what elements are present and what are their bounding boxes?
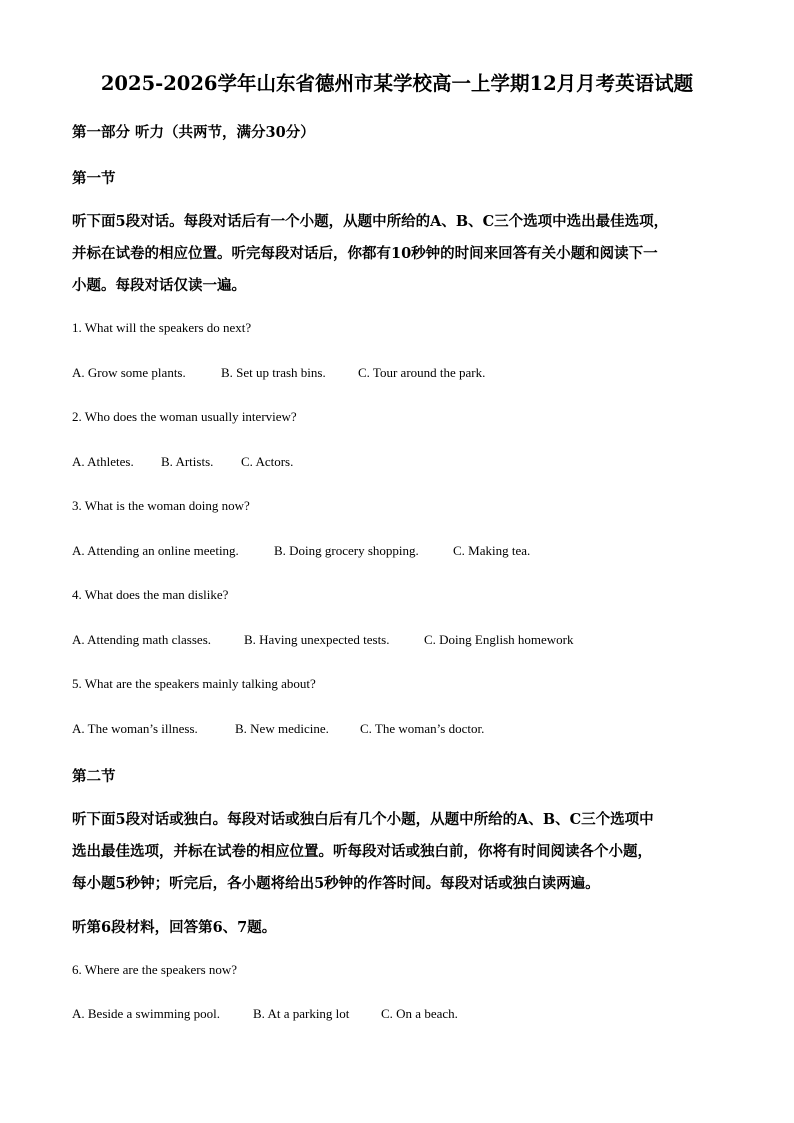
section1-instruction-line: 小题。每段对话仅读一遍。 xyxy=(72,277,246,294)
option-b: B. Doing grocery shopping. xyxy=(274,543,419,558)
option-c: C. The woman’s doctor. xyxy=(360,721,485,736)
section1-instruction-line: 并标在试卷的相应位置。听完每段对话后，你都有10秒钟的时间来回答有关小题和阅读下一 xyxy=(72,245,658,262)
question-text: 2. Who does the woman usually interview? xyxy=(72,409,297,424)
option-b: B. At a parking lot xyxy=(253,1006,350,1021)
section2-instruction-line: 选出最佳选项，并标在试卷的相应位置。听每段对话或独白前，你将有时间阅读各个小题， xyxy=(72,843,652,860)
section1-heading: 第一节 xyxy=(72,170,116,187)
option-c: C. Actors. xyxy=(241,454,294,469)
question-text: 6. Where are the speakers now? xyxy=(72,962,238,977)
section2-instruction-line: 听下面5段对话或独白。每段对话或独白后有几个小题，从题中所给的A、B、C三个选项中 xyxy=(72,811,654,828)
option-a: A. Beside a swimming pool. xyxy=(72,1006,221,1021)
option-c: C. Doing English homework xyxy=(424,632,574,647)
option-c: C. Tour around the park. xyxy=(358,365,486,380)
option-a: A. Grow some plants. xyxy=(72,365,186,380)
option-a: A. Attending an online meeting. xyxy=(72,543,239,558)
section1-instruction-line: 听下面5段对话。每段对话后有一个小题，从题中所给的A、B、C三个选项中选出最佳选项， xyxy=(72,213,669,230)
section2-instruction-line: 每小题5秒钟；听完后，各小题将给出5秒钟的作答时间。每段对话或独白读两遍。 xyxy=(72,875,600,892)
option-a: A. Attending math classes. xyxy=(72,632,212,647)
question-options xyxy=(72,454,293,470)
option-b: B. Set up trash bins. xyxy=(221,365,326,380)
part1-heading: 第一部分 听力（共两节，满分30分） xyxy=(72,124,315,141)
question-text: 1. What will the speakers do next? xyxy=(72,320,252,335)
question-text: 3. What is the woman doing now? xyxy=(72,498,250,513)
question-options xyxy=(72,543,530,559)
page-title: 2025-2026学年山东省德州市某学校高一上学期12月月考英语试题 xyxy=(100,72,694,95)
option-a: A. The woman’s illness. xyxy=(72,721,198,736)
question-text: 4. What does the man dislike? xyxy=(72,587,229,602)
question-options xyxy=(72,632,574,648)
section2-heading: 第二节 xyxy=(72,768,116,785)
option-b: B. Having unexpected tests. xyxy=(244,632,390,647)
question-text: 5. What are the speakers mainly talking about? xyxy=(72,676,316,691)
material-heading: 听第6段材料，回答第6、7题。 xyxy=(72,919,277,936)
option-c: C. Making tea. xyxy=(453,543,531,558)
option-a: A. Athletes. xyxy=(72,454,134,469)
option-b: B. New medicine. xyxy=(235,721,329,736)
question-options xyxy=(72,1006,458,1022)
option-c: C. On a beach. xyxy=(381,1006,458,1021)
question-options xyxy=(72,365,485,381)
option-b: B. Artists. xyxy=(161,454,214,469)
question-options xyxy=(72,721,484,737)
